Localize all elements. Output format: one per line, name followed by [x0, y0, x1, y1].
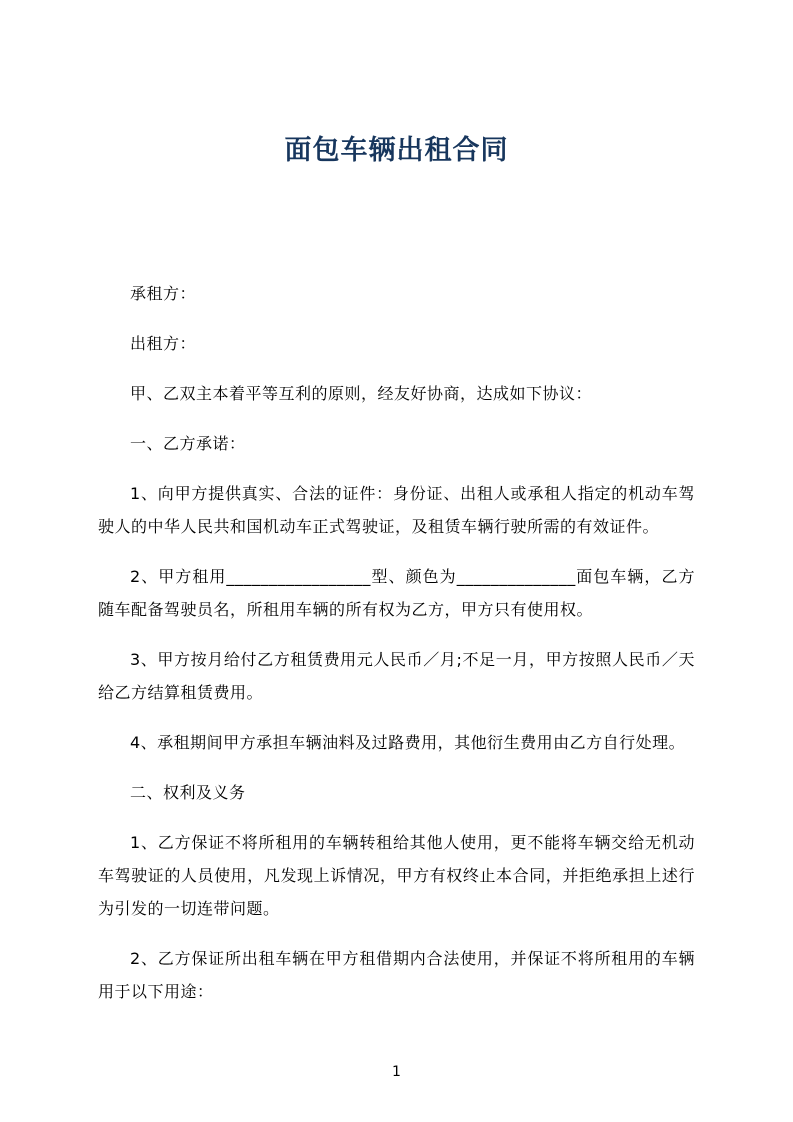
paragraph-lessor-line: 出租方： [130, 334, 197, 353]
paragraph-clause-1-1: 1、向甲方提供真实、合法的证件：身份证、出租人或承租人指定的机动车驾驶人的中华人民共和国机动车正式驾驶证，及租赁车辆行驶所需的有效证件。 [98, 484, 695, 536]
paragraph-preamble: 甲、乙双主本着平等互利的原则，经友好协商，达成如下协议： [130, 384, 593, 403]
paragraph-clause-1-3: 3、甲方按月给付乙方租赁费用元人民币／月;不足一月，甲方按照人民币／天给乙方结算租赁费用。 [98, 650, 695, 702]
page-number: 1 [392, 1064, 401, 1080]
paragraph-section-2-heading: 二、权利及义务 [130, 783, 246, 802]
paragraph-lessee-line: 承租方： [130, 284, 197, 303]
paragraph-section-1-heading: 一、乙方承诺： [130, 434, 246, 453]
paragraph-clause-2-1: 1、乙方保证不将所租用的车辆转租给其他人使用，更不能将车辆交给无机动车驾驶证的人员使用，凡发现上诉情况，甲方有权终止本合同，并拒绝承担上述行为引发的一切连带问题。 [98, 833, 695, 918]
paragraph-clause-1-4: 4、承租期间甲方承担车辆油料及过路费用，其他衍生费用由乙方自行处理。 [130, 733, 686, 752]
paragraph-clause-1-2: 2、甲方租用_________________型、颜色为______________面包车辆，乙方随车配备驾驶员名，所租用车辆的所有权为乙方，甲方只有使用权。 [98, 567, 695, 619]
document-title: 面包车辆出租合同 [284, 135, 509, 166]
paragraph-clause-2-2: 2、乙方保证所出租车辆在甲方租借期内合法使用，并保证不将所租用的车辆用于以下用途： [98, 949, 695, 1001]
